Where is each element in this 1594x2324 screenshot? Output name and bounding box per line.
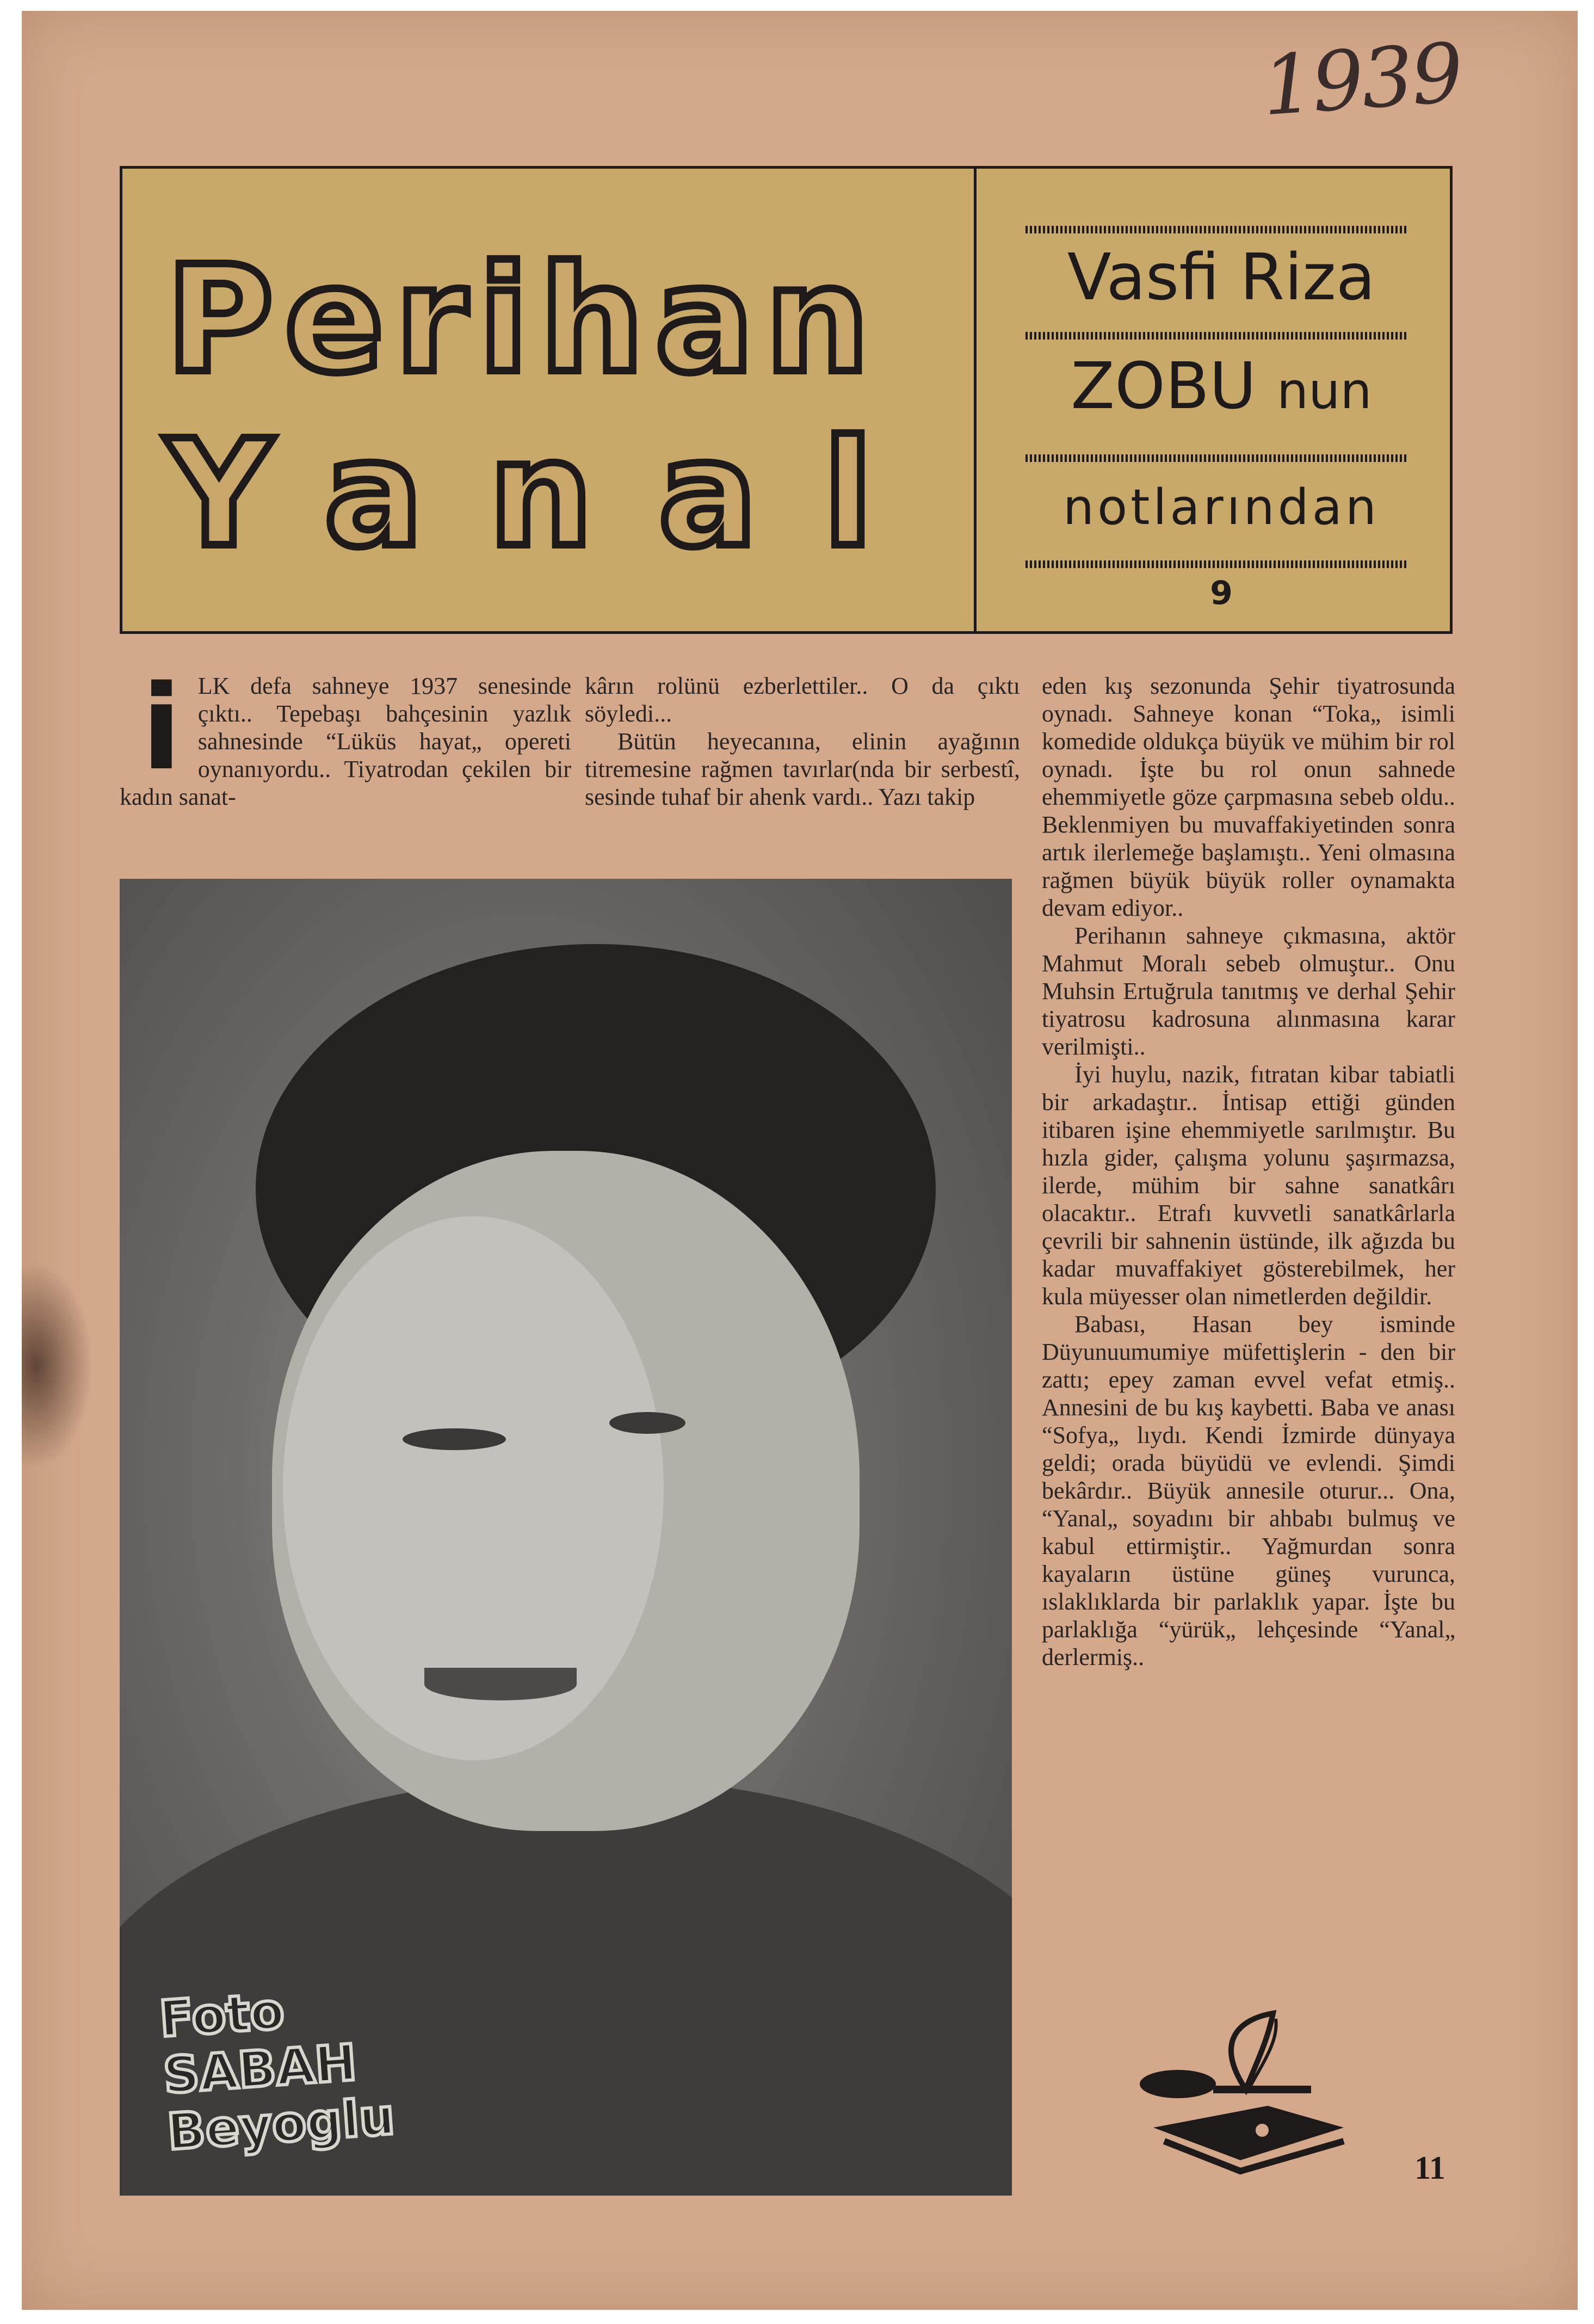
article-paragraph: eden kış sezonunda Şehir tiyatrosunda oynadı. Sahneye konan “Toka„ isimli komedide oldukça büyük ve mühim bir rol oynadı. İşte bu rol onun sahnede ehemmiyetle göze çarpmasına sebeb oldu.. Beklenmiyen bu muvaffakiyetinden sonra artık ilerlemeğe başlamıştı.. Yeni olmasına rağmen büyük büyük roller oynamakta devam ediyor..: [1042, 673, 1455, 921]
series-suffix: nun: [1276, 362, 1372, 420]
photo-eye: [609, 1412, 685, 1434]
photo-eye: [403, 1428, 506, 1450]
series-surname: ZOBU: [1071, 348, 1257, 423]
dotted-rule: [1025, 560, 1406, 568]
masthead: [120, 166, 1453, 634]
series-box: [987, 169, 1444, 631]
article-column-1: [120, 659, 571, 811]
dotted-rule: [1025, 454, 1406, 462]
page-number: 11: [1414, 2150, 1445, 2186]
article-column-2: [585, 672, 1020, 811]
article-paragraph: Babası, Hasan bey isminde Düyunuumumiye müfettişlerin - den bir zattı; epey zaman evvel vefat etmiş.. Annesini de bu kış kaybetti. Baba ve anası “Sofya„ lıydı. Kendi İzmirde dünyaya geldi; orada büyüdü ve evlendi. Şimdi bekârdır.. Büyük annesile oturur... Ona, “Yanal„ soyadını bir ahbabı bulmuş ve kabul ettirmiştir.. Yağmurdan sonra kayaların üstüne güneş vurunca, ıslaklıklarda bir parlaklık yapar. İşte bu parlaklığa “yürük„ lehçesinde “Yanal„ derlermiş..: [1042, 1311, 1455, 1670]
series-subtitle: notlarından: [1063, 479, 1380, 536]
series-author: Vasfi Riza: [1067, 239, 1376, 315]
magazine-page: [22, 11, 1578, 2310]
article-column-3: [1042, 672, 1455, 1671]
photo-credit: Foto SABAH Beyoglu: [157, 1981, 397, 2162]
masthead-divider: [974, 169, 977, 631]
article-paragraph: Bütün heyecanına, elinin ayağının titremesine rağmen tavırlar(nda bir serbestî, sesinde tuhaf bir ahenk vardı.. Yazı takip: [585, 728, 1020, 810]
article-paragraph: İyi huylu, nazik, fıtratan kibar tabiatli bir arkadaştır.. İntisap ettiği günden itibaren işine ehemmiyetle sarılmıştır. Bu hızla gider, çalışma yolunu şaşırmazsa, ilerde, mühim bir sahne sanatkârı olacaktır.. Etrafı kuvvetli sanatkârlarla çevrili bir sahnenin üstünde, ilk ağızda bu kadar muvaffakiyet gösterebilmek, her kula müyesser olan nimetlerden değildir.: [1042, 1061, 1455, 1310]
drop-cap: i: [141, 659, 182, 796]
title-first-name: Perihan: [166, 234, 881, 405]
title-last-name: Yanal: [166, 408, 938, 580]
series-number: 9: [1210, 574, 1233, 612]
series-author-surname: [1025, 348, 1417, 423]
handwritten-year: 1939: [1259, 26, 1465, 134]
article-paragraph: kârın rolünü ezberlettiler.. O da çıktı söyledi...: [585, 673, 1020, 727]
portrait-photo: [120, 879, 1012, 2196]
article-paragraph: Perihanın sahneye çıkmasına, aktör Mahmut Moralı sebeb olmuştur.. Onu Muhsin Ertuğrula tanıtmış ve derhal Şehir tiyatrosu kadrosuna alınmasına karar verilmişti..: [1042, 922, 1455, 1060]
article-paragraph: LK defa sahneye 1937 senesinde çıktı.. Tepebaşı bahçesinin yazlık sahnesinde “Lüküs hayat„ opereti oynanıyordu.. Tiyatrodan çekilen bir kadın sanat-: [120, 673, 571, 810]
quill-and-book-icon: [1132, 2008, 1360, 2193]
photo-mouth: [424, 1668, 577, 1700]
dotted-rule: [1025, 332, 1406, 340]
paper-stain: [22, 1262, 92, 1469]
dotted-rule: [1025, 226, 1406, 233]
